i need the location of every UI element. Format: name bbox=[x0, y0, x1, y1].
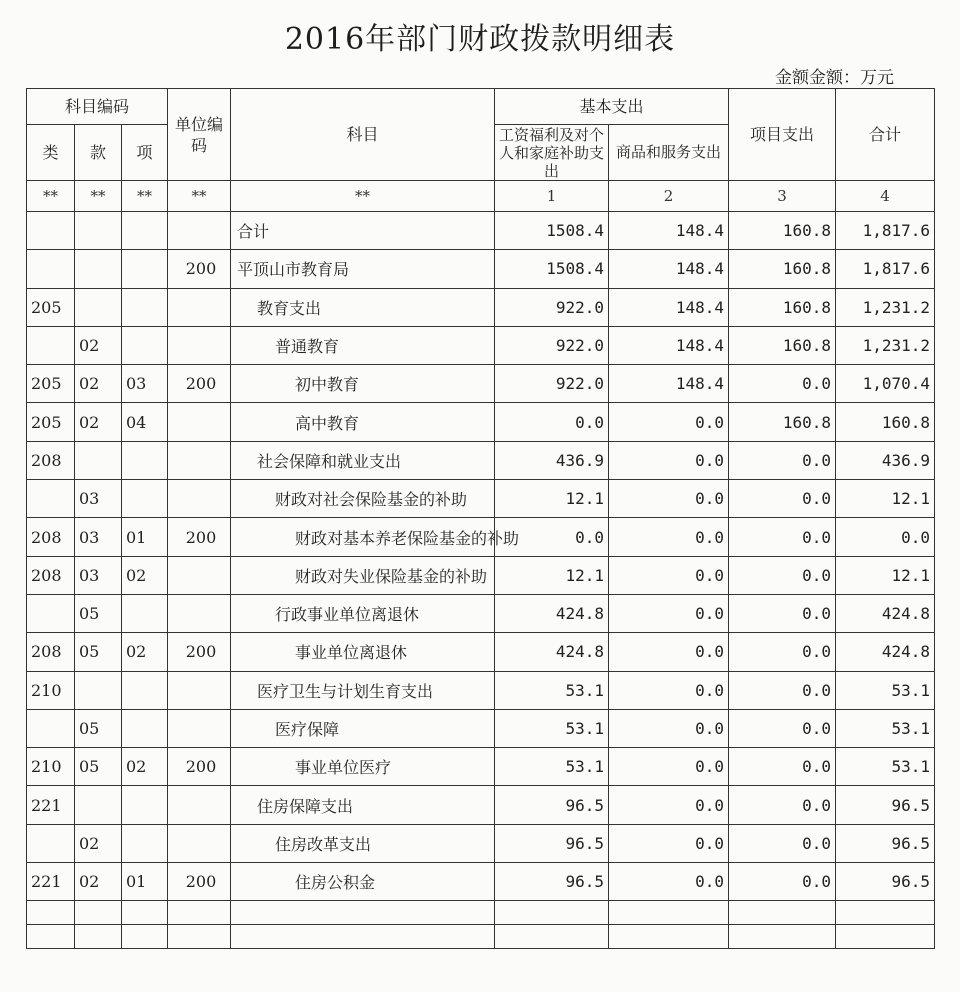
unit-code-cell bbox=[168, 709, 231, 747]
goods-value-cell: 0.0 bbox=[609, 863, 729, 901]
kuan-cell: 02 bbox=[75, 365, 122, 403]
subject-name-cell: 财政对基本养老保险基金的补助 bbox=[231, 518, 495, 556]
header-unit-code: 单位编码 bbox=[168, 89, 231, 181]
subject-name-cell: 普通教育 bbox=[231, 326, 495, 364]
kuan-cell: 05 bbox=[75, 633, 122, 671]
empty-cell bbox=[836, 925, 935, 949]
kuan-cell: 03 bbox=[75, 556, 122, 594]
total-value-cell: 424.8 bbox=[836, 633, 935, 671]
kuan-cell: 03 bbox=[75, 518, 122, 556]
page-title: 2016年部门财政拨款明细表 bbox=[284, 22, 676, 57]
empty-cell bbox=[122, 901, 168, 925]
xiang-cell bbox=[122, 709, 168, 747]
xiang-cell bbox=[122, 824, 168, 862]
kuan-cell bbox=[75, 671, 122, 709]
index-cell: ** bbox=[231, 181, 495, 212]
kuan-cell bbox=[75, 212, 122, 250]
xiang-cell: 02 bbox=[122, 633, 168, 671]
total-value-cell: 96.5 bbox=[836, 786, 935, 824]
total-value-cell: 0.0 bbox=[836, 518, 935, 556]
salary-value-cell: 0.0 bbox=[495, 403, 609, 441]
total-value-cell: 53.1 bbox=[836, 748, 935, 786]
empty-row bbox=[27, 901, 935, 925]
header-xiang: 项 bbox=[122, 125, 168, 181]
project-value-cell: 0.0 bbox=[729, 824, 836, 862]
table-row bbox=[27, 671, 935, 709]
index-cell: ** bbox=[75, 181, 122, 212]
lei-cell: 208 bbox=[27, 518, 75, 556]
empty-cell bbox=[27, 901, 75, 925]
lei-cell: 205 bbox=[27, 288, 75, 326]
table-row bbox=[27, 518, 935, 556]
project-value-cell: 160.8 bbox=[729, 212, 836, 250]
lei-cell bbox=[27, 594, 75, 632]
project-value-cell: 0.0 bbox=[729, 786, 836, 824]
total-value-cell: 160.8 bbox=[836, 403, 935, 441]
salary-value-cell: 922.0 bbox=[495, 288, 609, 326]
empty-cell bbox=[122, 925, 168, 949]
header-project-expense: 项目支出 bbox=[729, 89, 836, 181]
unit-code-cell bbox=[168, 824, 231, 862]
total-value-cell: 53.1 bbox=[836, 671, 935, 709]
empty-cell bbox=[75, 901, 122, 925]
project-value-cell: 0.0 bbox=[729, 518, 836, 556]
salary-value-cell: 0.0 bbox=[495, 518, 609, 556]
kuan-cell bbox=[75, 250, 122, 288]
total-value-cell: 53.1 bbox=[836, 709, 935, 747]
total-value-cell: 12.1 bbox=[836, 556, 935, 594]
project-value-cell: 160.8 bbox=[729, 403, 836, 441]
table-row bbox=[27, 365, 935, 403]
index-cell: ** bbox=[122, 181, 168, 212]
table-row bbox=[27, 786, 935, 824]
xiang-cell: 02 bbox=[122, 748, 168, 786]
table-row bbox=[27, 633, 935, 671]
unit-label: 金额金额：万元 bbox=[775, 68, 894, 88]
subject-name-cell: 平顶山市教育局 bbox=[231, 250, 495, 288]
salary-value-cell: 922.0 bbox=[495, 326, 609, 364]
project-value-cell: 0.0 bbox=[729, 365, 836, 403]
xiang-cell bbox=[122, 212, 168, 250]
xiang-cell: 01 bbox=[122, 518, 168, 556]
column-index-row bbox=[27, 181, 935, 212]
subject-name-cell: 教育支出 bbox=[231, 288, 495, 326]
goods-value-cell: 0.0 bbox=[609, 671, 729, 709]
salary-value-cell: 922.0 bbox=[495, 365, 609, 403]
project-value-cell: 0.0 bbox=[729, 709, 836, 747]
table-row bbox=[27, 212, 935, 250]
salary-value-cell: 1508.4 bbox=[495, 250, 609, 288]
salary-value-cell: 1508.4 bbox=[495, 212, 609, 250]
empty-cell bbox=[75, 925, 122, 949]
index-cell: 3 bbox=[729, 181, 836, 212]
table-row bbox=[27, 250, 935, 288]
kuan-cell bbox=[75, 786, 122, 824]
project-value-cell: 0.0 bbox=[729, 441, 836, 479]
header-total: 合计 bbox=[836, 89, 935, 181]
subject-name-cell: 财政对失业保险基金的补助 bbox=[231, 556, 495, 594]
lei-cell: 205 bbox=[27, 365, 75, 403]
lei-cell: 210 bbox=[27, 671, 75, 709]
total-value-cell: 1,231.2 bbox=[836, 288, 935, 326]
kuan-cell: 02 bbox=[75, 403, 122, 441]
table-row bbox=[27, 709, 935, 747]
table-row bbox=[27, 480, 935, 518]
empty-cell bbox=[168, 901, 231, 925]
empty-row bbox=[27, 925, 935, 949]
total-value-cell: 96.5 bbox=[836, 863, 935, 901]
table-row bbox=[27, 441, 935, 479]
goods-value-cell: 0.0 bbox=[609, 518, 729, 556]
salary-value-cell: 12.1 bbox=[495, 556, 609, 594]
goods-value-cell: 148.4 bbox=[609, 250, 729, 288]
unit-code-cell bbox=[168, 212, 231, 250]
project-value-cell: 160.8 bbox=[729, 326, 836, 364]
table-row bbox=[27, 594, 935, 632]
subject-name-cell: 住房保障支出 bbox=[231, 786, 495, 824]
xiang-cell bbox=[122, 671, 168, 709]
goods-value-cell: 148.4 bbox=[609, 365, 729, 403]
salary-value-cell: 53.1 bbox=[495, 748, 609, 786]
unit-code-cell bbox=[168, 480, 231, 518]
salary-value-cell: 12.1 bbox=[495, 480, 609, 518]
lei-cell: 205 bbox=[27, 403, 75, 441]
subject-name-cell: 住房改革支出 bbox=[231, 824, 495, 862]
project-value-cell: 0.0 bbox=[729, 480, 836, 518]
kuan-cell bbox=[75, 441, 122, 479]
total-value-cell: 1,817.6 bbox=[836, 250, 935, 288]
salary-value-cell: 53.1 bbox=[495, 709, 609, 747]
empty-cell bbox=[836, 901, 935, 925]
total-value-cell: 1,070.4 bbox=[836, 365, 935, 403]
header-kuan: 款 bbox=[75, 125, 122, 181]
unit-code-cell bbox=[168, 671, 231, 709]
lei-cell: 221 bbox=[27, 863, 75, 901]
project-value-cell: 160.8 bbox=[729, 250, 836, 288]
empty-cell bbox=[729, 901, 836, 925]
unit-code-cell bbox=[168, 786, 231, 824]
index-cell: ** bbox=[27, 181, 75, 212]
header-subject: 科目 bbox=[231, 89, 495, 181]
project-value-cell: 0.0 bbox=[729, 556, 836, 594]
unit-code-cell bbox=[168, 288, 231, 326]
unit-code-cell bbox=[168, 403, 231, 441]
total-value-cell: 424.8 bbox=[836, 594, 935, 632]
empty-cell bbox=[729, 925, 836, 949]
goods-value-cell: 0.0 bbox=[609, 786, 729, 824]
lei-cell bbox=[27, 709, 75, 747]
lei-cell: 208 bbox=[27, 556, 75, 594]
table-row bbox=[27, 403, 935, 441]
empty-cell bbox=[609, 901, 729, 925]
goods-value-cell: 0.0 bbox=[609, 709, 729, 747]
lei-cell bbox=[27, 212, 75, 250]
table-row bbox=[27, 288, 935, 326]
kuan-cell: 05 bbox=[75, 594, 122, 632]
project-value-cell: 0.0 bbox=[729, 863, 836, 901]
lei-cell: 221 bbox=[27, 786, 75, 824]
goods-value-cell: 148.4 bbox=[609, 326, 729, 364]
kuan-cell: 02 bbox=[75, 863, 122, 901]
header-basic-expense: 基本支出 bbox=[495, 89, 729, 125]
kuan-cell: 03 bbox=[75, 480, 122, 518]
lei-cell bbox=[27, 480, 75, 518]
lei-cell: 210 bbox=[27, 748, 75, 786]
index-cell: 4 bbox=[836, 181, 935, 212]
subject-name-cell: 医疗保障 bbox=[231, 709, 495, 747]
unit-code-cell: 200 bbox=[168, 633, 231, 671]
xiang-cell: 02 bbox=[122, 556, 168, 594]
header-lei: 类 bbox=[27, 125, 75, 181]
lei-cell: 208 bbox=[27, 633, 75, 671]
salary-value-cell: 424.8 bbox=[495, 594, 609, 632]
unit-code-cell: 200 bbox=[168, 250, 231, 288]
xiang-cell bbox=[122, 250, 168, 288]
total-value-cell: 1,817.6 bbox=[836, 212, 935, 250]
goods-value-cell: 0.0 bbox=[609, 748, 729, 786]
index-cell: ** bbox=[168, 181, 231, 212]
project-value-cell: 160.8 bbox=[729, 288, 836, 326]
empty-cell bbox=[27, 925, 75, 949]
lei-cell bbox=[27, 326, 75, 364]
unit-code-cell: 200 bbox=[168, 863, 231, 901]
subject-name-cell: 医疗卫生与计划生育支出 bbox=[231, 671, 495, 709]
salary-value-cell: 96.5 bbox=[495, 863, 609, 901]
kuan-cell: 02 bbox=[75, 824, 122, 862]
xiang-cell bbox=[122, 786, 168, 824]
unit-code-cell bbox=[168, 326, 231, 364]
xiang-cell: 03 bbox=[122, 365, 168, 403]
unit-code-cell: 200 bbox=[168, 748, 231, 786]
empty-cell bbox=[168, 925, 231, 949]
empty-cell bbox=[495, 901, 609, 925]
empty-cell bbox=[495, 925, 609, 949]
salary-value-cell: 424.8 bbox=[495, 633, 609, 671]
unit-code-cell: 200 bbox=[168, 518, 231, 556]
project-value-cell: 0.0 bbox=[729, 633, 836, 671]
unit-code-cell: 200 bbox=[168, 365, 231, 403]
table-row bbox=[27, 863, 935, 901]
goods-value-cell: 0.0 bbox=[609, 480, 729, 518]
goods-value-cell: 0.0 bbox=[609, 441, 729, 479]
project-value-cell: 0.0 bbox=[729, 671, 836, 709]
table-row bbox=[27, 326, 935, 364]
subject-name-cell: 行政事业单位离退休 bbox=[231, 594, 495, 632]
subject-name-cell: 事业单位医疗 bbox=[231, 748, 495, 786]
lei-cell bbox=[27, 250, 75, 288]
subject-name-cell: 财政对社会保险基金的补助 bbox=[231, 480, 495, 518]
empty-cell bbox=[231, 925, 495, 949]
empty-cell bbox=[609, 925, 729, 949]
goods-value-cell: 0.0 bbox=[609, 403, 729, 441]
xiang-cell bbox=[122, 326, 168, 364]
total-value-cell: 12.1 bbox=[836, 480, 935, 518]
project-value-cell: 0.0 bbox=[729, 594, 836, 632]
subject-name-cell: 住房公积金 bbox=[231, 863, 495, 901]
goods-value-cell: 148.4 bbox=[609, 212, 729, 250]
table-row bbox=[27, 556, 935, 594]
header-salary: 工资福利及对个人和家庭补助支出 bbox=[495, 125, 609, 181]
header-goods: 商品和服务支出 bbox=[609, 125, 729, 181]
kuan-cell: 05 bbox=[75, 709, 122, 747]
unit-code-cell bbox=[168, 594, 231, 632]
salary-value-cell: 96.5 bbox=[495, 786, 609, 824]
salary-value-cell: 436.9 bbox=[495, 441, 609, 479]
kuan-cell bbox=[75, 288, 122, 326]
kuan-cell: 05 bbox=[75, 748, 122, 786]
total-value-cell: 96.5 bbox=[836, 824, 935, 862]
header-subject-code: 科目编码 bbox=[27, 89, 168, 125]
salary-value-cell: 96.5 bbox=[495, 824, 609, 862]
xiang-cell bbox=[122, 288, 168, 326]
appropriation-table bbox=[26, 88, 935, 949]
empty-cell bbox=[231, 901, 495, 925]
total-value-cell: 1,231.2 bbox=[836, 326, 935, 364]
subject-name-cell: 高中教育 bbox=[231, 403, 495, 441]
index-cell: 2 bbox=[609, 181, 729, 212]
xiang-cell: 01 bbox=[122, 863, 168, 901]
subject-name-cell: 事业单位离退休 bbox=[231, 633, 495, 671]
goods-value-cell: 148.4 bbox=[609, 288, 729, 326]
xiang-cell bbox=[122, 441, 168, 479]
goods-value-cell: 0.0 bbox=[609, 633, 729, 671]
subject-name-cell: 初中教育 bbox=[231, 365, 495, 403]
unit-code-cell bbox=[168, 441, 231, 479]
goods-value-cell: 0.0 bbox=[609, 824, 729, 862]
goods-value-cell: 0.0 bbox=[609, 556, 729, 594]
project-value-cell: 0.0 bbox=[729, 748, 836, 786]
unit-code-cell bbox=[168, 556, 231, 594]
xiang-cell: 04 bbox=[122, 403, 168, 441]
subject-name-cell: 社会保障和就业支出 bbox=[231, 441, 495, 479]
xiang-cell bbox=[122, 594, 168, 632]
subject-name-cell: 合计 bbox=[231, 212, 495, 250]
salary-value-cell: 53.1 bbox=[495, 671, 609, 709]
kuan-cell: 02 bbox=[75, 326, 122, 364]
lei-cell: 208 bbox=[27, 441, 75, 479]
table-row bbox=[27, 748, 935, 786]
table-row bbox=[27, 824, 935, 862]
index-cell: 1 bbox=[495, 181, 609, 212]
lei-cell bbox=[27, 824, 75, 862]
xiang-cell bbox=[122, 480, 168, 518]
goods-value-cell: 0.0 bbox=[609, 594, 729, 632]
total-value-cell: 436.9 bbox=[836, 441, 935, 479]
